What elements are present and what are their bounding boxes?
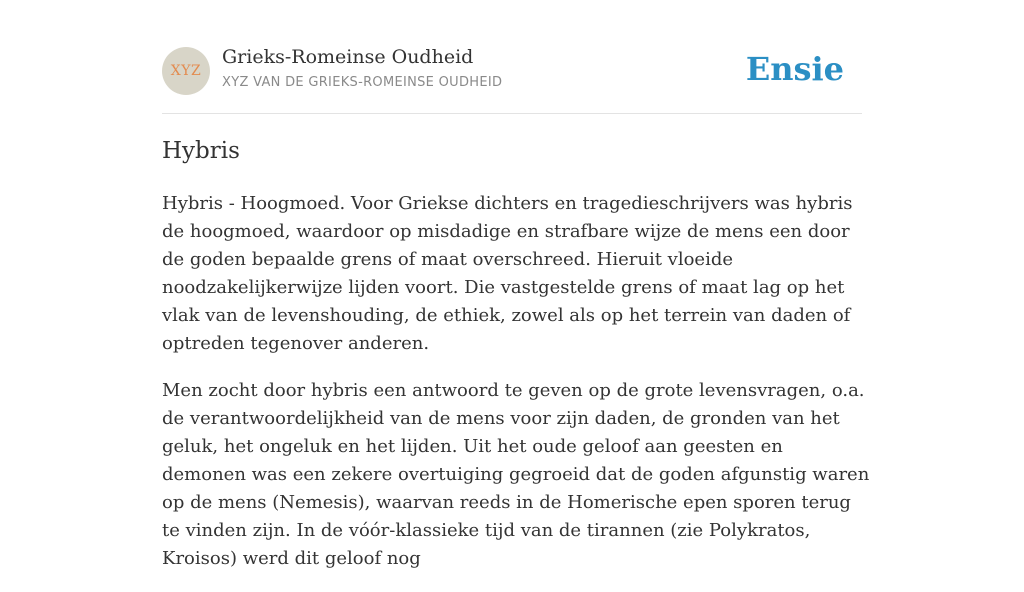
article-body (162, 190, 870, 592)
article-title: Hybris (162, 138, 240, 164)
ensie-logo[interactable]: Ensie (745, 50, 844, 88)
channel-subtitle: XYZ VAN DE GRIEKS-ROMEINSE OUDHEID (222, 75, 503, 90)
channel-avatar[interactable]: XYZ (162, 47, 210, 95)
article-paragraph: Men zocht door hybris een antwoord te geven op de grote levensvragen, o.a. de verantwoordelijkheid van de mens voor zijn daden, de gronden van het geluk, het ongeluk en het lijden. Uit het oude geloof aan geesten en demonen was een zekere overtuiging gegroeid dat de goden afgunstig waren op de mens (Nemesis), waarvan reeds in de Homerische epen sporen terug te vinden zijn. In de vóór-klassieke tijd van de tirannen (zie Polykratos, Kroisos) werd dit geloof nog (162, 380, 870, 569)
channel-title[interactable]: Grieks-Romeinse Oudheid (222, 46, 474, 68)
header-divider (162, 113, 862, 114)
channel-header (162, 46, 862, 96)
article-paragraph: Hybris - Hoogmoed. Voor Griekse dichters en tragedieschrijvers was hybris de hoogmoed, waardoor op misdadige en strafbare wijze de mens een door de goden bepaalde grens of maat overschreed. Hieruit vloeide noodzakelijkerwijze lijden voort. Die vastgestelde grens of maat lag op het vlak van de levenshouding, de ethiek, zowel als op het terrein van daden of optreden tegenover anderen. (162, 193, 853, 354)
